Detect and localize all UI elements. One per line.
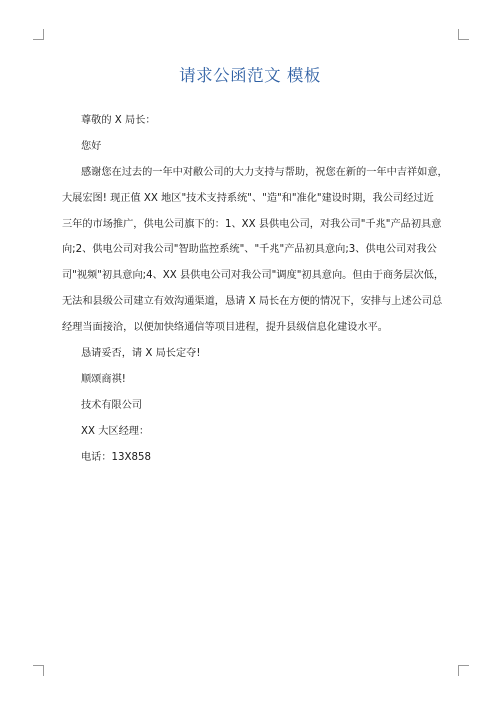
closing-line: 顺颂商祺! [81, 373, 126, 385]
main-paragraph [62, 164, 448, 345]
paragraph-line: 向;2、供电公司对我公司"智助监控系统"、"千兆"产品初具意向;3、供电公司对我公 [62, 244, 437, 256]
crop-mark-top-left [33, 29, 44, 40]
request-line: 恳请妥否，请 X 局长定夺! [81, 347, 201, 359]
crop-mark-bottom-right [458, 665, 469, 676]
paragraph-line: 经理当面接洽，以便加快络通信等项目进程，提升县级信息化建设水平。 [62, 321, 388, 333]
phone-line: 电话：13X858 [81, 451, 151, 463]
paragraph-line: 无法和县级公司建立有效沟通渠道，恳请 X 局长在方便的情况下，安排与上述公司总 [62, 295, 443, 307]
paragraph-line: 感谢您在过去的一年中对敝公司的大力支持与帮助，祝您在新的一年中吉祥如意， [81, 167, 448, 178]
document-title: 请求公函范文 模板 [179, 66, 321, 85]
paragraph-line: 三年的市场推广，供电公司旗下的：1、XX 县供电公司，对我公司"千兆"产品初具意 [62, 218, 442, 230]
crop-mark-top-right [458, 29, 469, 40]
manager-signature: XX 大区经理： [81, 425, 150, 437]
paragraph-line: 大展宏图! 现正值 XX 地区"技术支持系统"、"造"和"准化"建设时期，我公司经过近 [62, 192, 434, 204]
salutation: 尊敬的 X 局长： [81, 115, 156, 126]
company-name: 技术有限公司 [81, 399, 143, 411]
crop-mark-bottom-left [33, 665, 44, 676]
letter-body [62, 112, 448, 475]
greeting: 您好 [81, 141, 102, 152]
paragraph-line: 司"视频"初具意向;4、XX 县供电公司对我公司"调度"初具意向。但由于商务层次低， [62, 270, 445, 282]
